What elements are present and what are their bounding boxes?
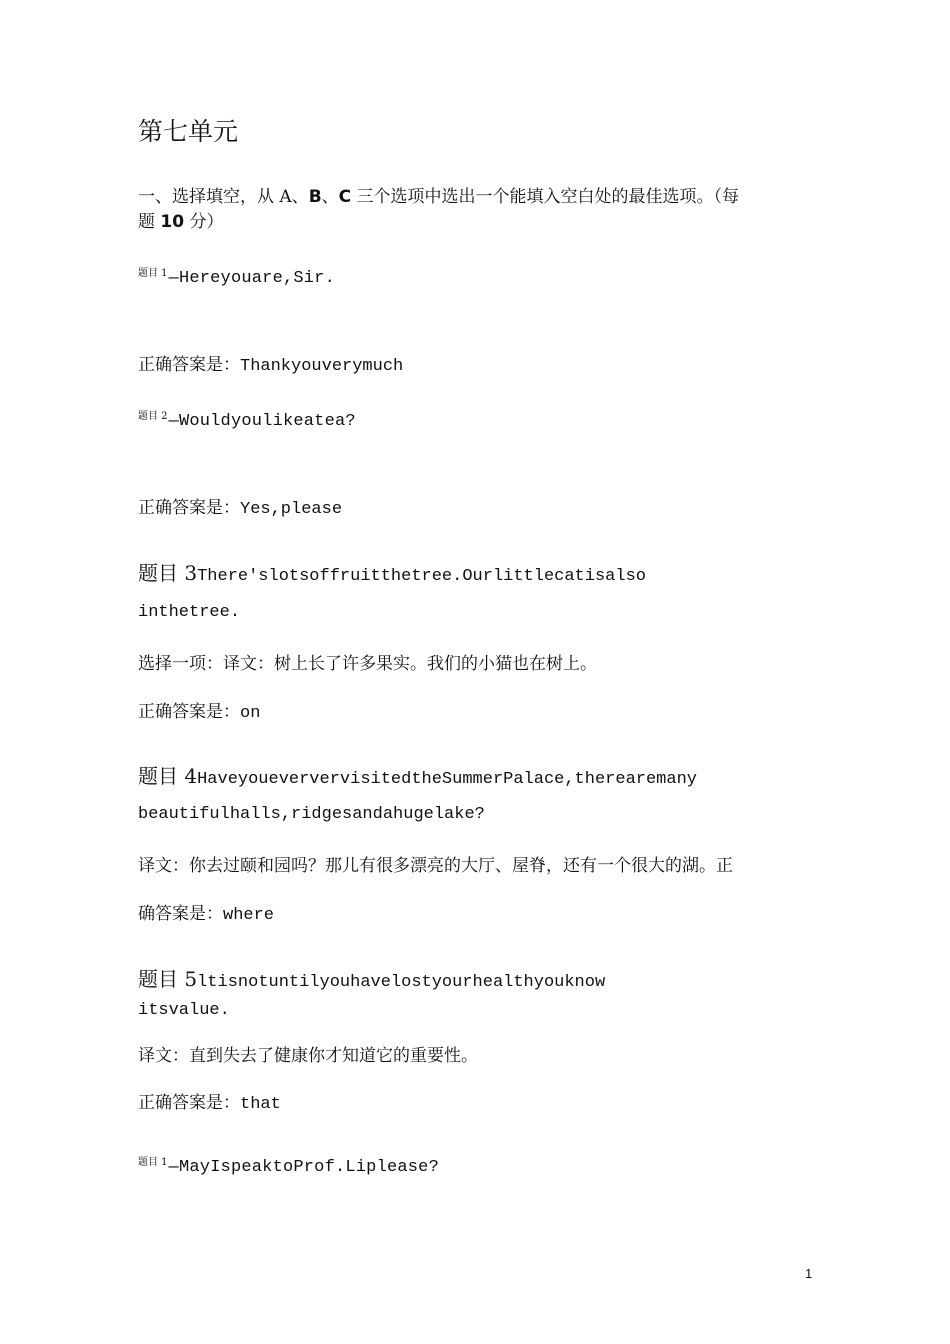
question-text: HaveyoueververvisitedtheSummerPalace,therearemany xyxy=(197,770,697,789)
question-3 xyxy=(138,557,646,586)
translation-text: 直到失去了健康你才知道它的重要性。 xyxy=(189,1046,478,1066)
answer-label: 正确答案是： xyxy=(138,1093,240,1113)
page-number: 1 xyxy=(805,1266,813,1281)
translation-text: 树上长了许多果实。我们的小猫也在树上。 xyxy=(274,654,597,674)
translation-label: 选择一项：译文： xyxy=(138,654,274,674)
question-text: —MayIspeaktoProf.Liplease? xyxy=(168,1158,439,1177)
answer-value: Thankyouverymuch xyxy=(240,357,404,376)
question-label: 题目 3 xyxy=(138,561,198,585)
answer-2 xyxy=(138,493,342,519)
section-instruction-line2 xyxy=(138,210,223,234)
question-tag: 题目 2 xyxy=(138,411,168,422)
answer-label: 正确答案是： xyxy=(138,498,240,518)
question-text: There'slotsoffruitthetree.Ourlittlecatisalso xyxy=(197,567,646,586)
answer-4 xyxy=(138,899,274,925)
translation-label: 译文： xyxy=(138,1046,189,1066)
question-2 xyxy=(138,407,356,431)
answer-value: that xyxy=(240,1095,281,1114)
question-5 xyxy=(138,963,605,992)
translation-5 xyxy=(138,1041,478,1066)
answer-5 xyxy=(138,1088,281,1114)
instruction-text-cont: 三个选项中选出一个能填入空白处的最佳选项。（每 xyxy=(351,187,740,207)
question-tag: 题目 1 xyxy=(138,1157,168,1168)
question-6 xyxy=(138,1153,439,1177)
question-1 xyxy=(138,264,335,288)
translation-3 xyxy=(138,649,597,674)
instruction-text-end: 分） xyxy=(184,212,224,232)
separator: 、 xyxy=(321,187,339,207)
answer-label: 正确答案是： xyxy=(138,355,240,375)
answer-label: 正确答案是： xyxy=(138,702,240,722)
option-b: B xyxy=(308,187,322,207)
question-text: —Wouldyoulikeatea? xyxy=(168,412,356,431)
question-tag: 题目 1 xyxy=(138,268,168,279)
translation-label: 译文： xyxy=(138,856,189,876)
answer-value: where xyxy=(223,906,275,925)
answer-1 xyxy=(138,350,403,376)
answer-value: Yes,please xyxy=(240,500,343,519)
question-text: —Hereyouare,Sir. xyxy=(168,269,335,288)
answer-3 xyxy=(138,697,260,723)
translation-4 xyxy=(138,851,733,876)
question-text: ltisnotuntilyouhavelostyourhealthyouknow xyxy=(197,973,606,992)
instruction-text: 题 xyxy=(138,212,161,232)
question-3-cont: inthetree. xyxy=(138,603,241,622)
answer-value: on xyxy=(240,704,261,723)
question-label: 题目 5 xyxy=(138,967,198,991)
question-label: 题目 4 xyxy=(138,764,198,788)
page-title: 第七单元 xyxy=(138,117,239,146)
answer-label: 确答案是： xyxy=(138,904,223,924)
instruction-text: 一、选择填空，从 A、 xyxy=(138,187,309,207)
option-c: C xyxy=(338,187,352,207)
question-5-cont: itsvalue. xyxy=(138,1001,230,1020)
section-instruction-line1 xyxy=(138,185,739,209)
translation-text: 你去过颐和园吗？那儿有很多漂亮的大厅、屋脊，还有一个很大的湖。正 xyxy=(189,856,733,876)
question-4-cont: beautifulhalls,ridgesandahugelake? xyxy=(138,805,485,824)
points-value: 10 xyxy=(160,212,185,232)
question-4 xyxy=(138,760,697,789)
